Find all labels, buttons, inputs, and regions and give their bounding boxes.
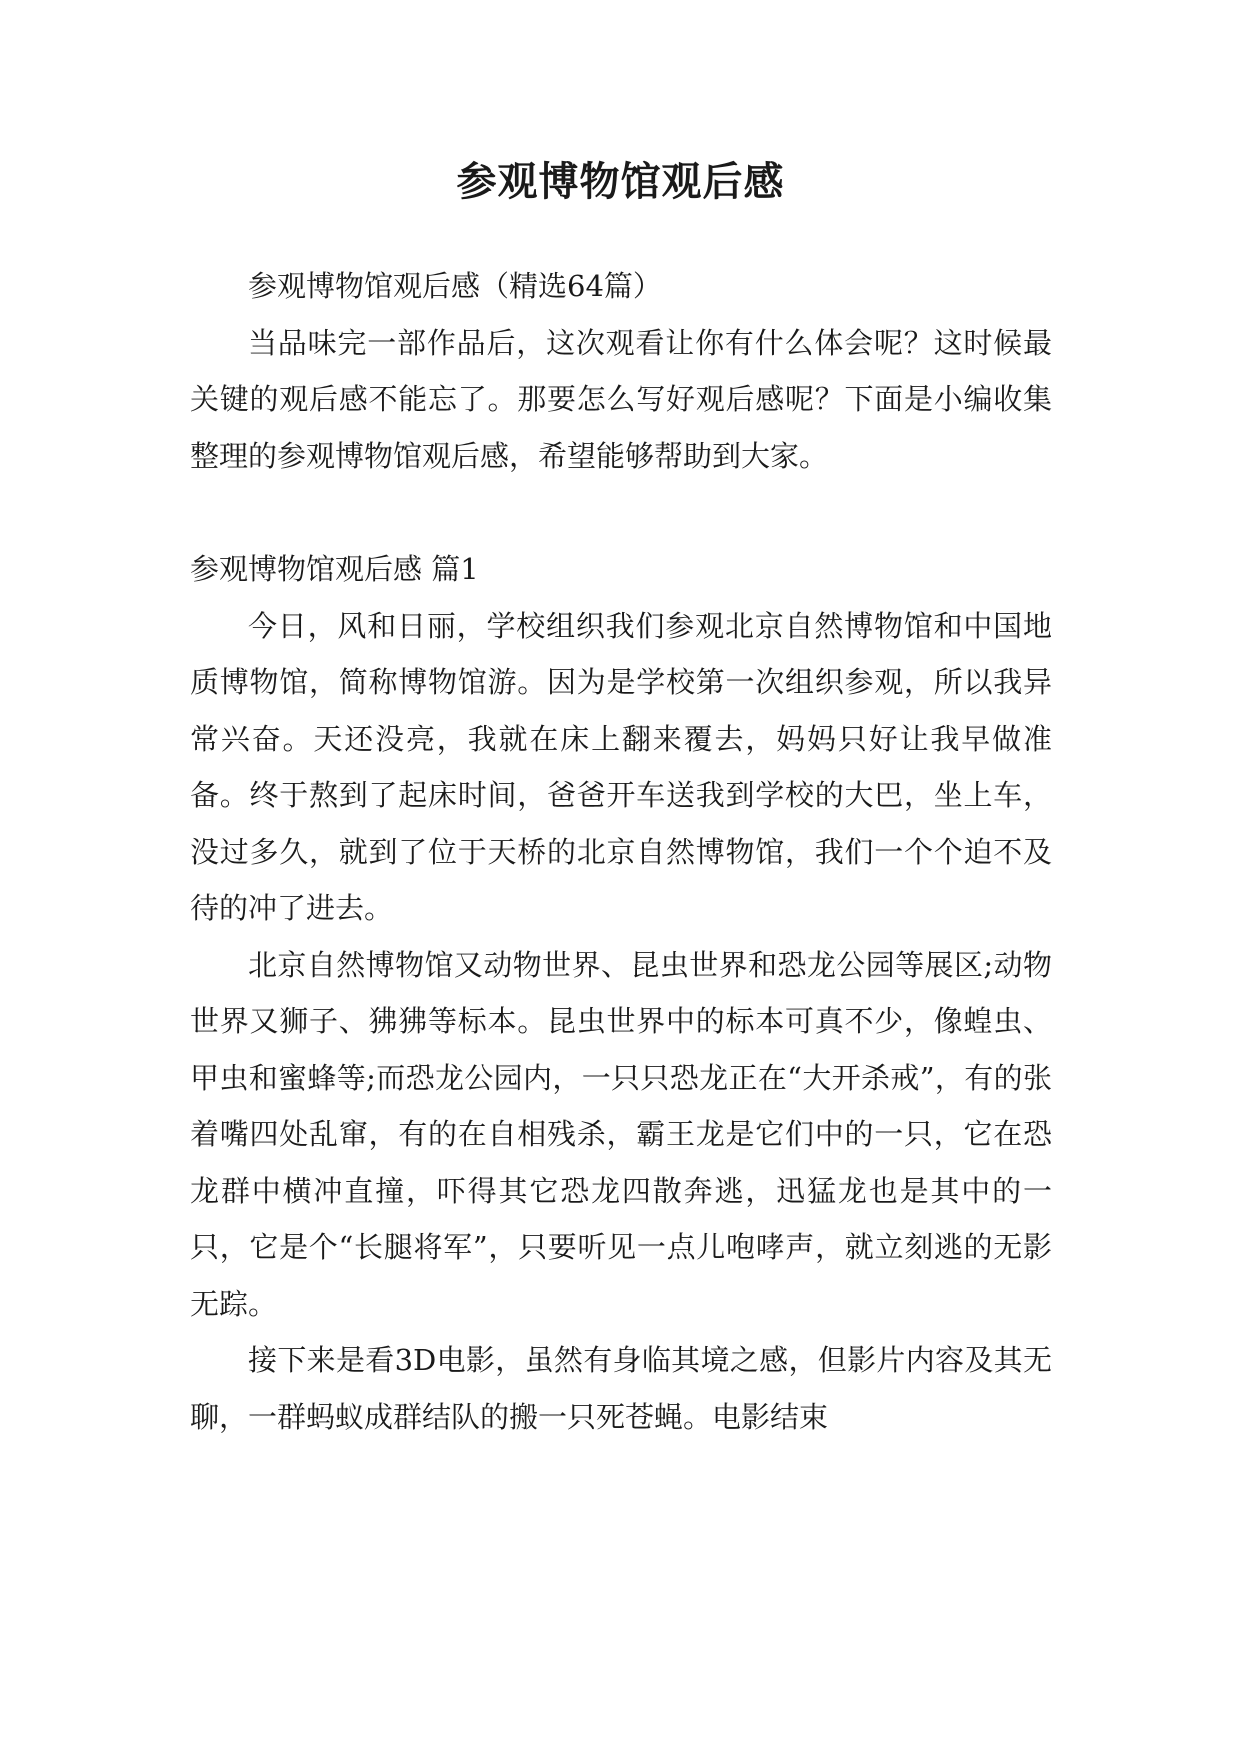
document-body	[190, 258, 1052, 1445]
page-title: 参观博物馆观后感	[456, 159, 785, 205]
body-paragraph: 今日，风和日丽，学校组织我们参观北京自然博物馆和中国地质博物馆，简称博物馆游。因为是学校第一次组织参观，所以我异常兴奋。天还没亮，我就在床上翻来覆去，妈妈只好让我早做准备。终于熬到了起床时间，爸爸开车送我到学校的大巴，坐上车，没过多久，就到了位于天桥的北京自然博物馆，我们一个个迫不及待的冲了进去。	[190, 608, 1052, 925]
paragraph-spacer	[190, 484, 1052, 541]
section-heading: 参观博物馆观后感 篇1	[190, 552, 479, 586]
intro-paragraph: 当品味完一部作品后，这次观看让你有什么体会呢？这时候最关键的观后感不能忘了。那要怎么写好观后感呢？下面是小编收集整理的参观博物馆观后感，希望能够帮助到大家。	[190, 325, 1052, 473]
body-paragraph: 北京自然博物馆又动物世界、昆虫世界和恐龙公园等展区;动物世界又狮子、狒狒等标本。昆虫世界中的标本可真不少，像蝗虫、甲虫和蜜蜂等;而恐龙公园内，一只只恐龙正在“大开杀戒”，有的张着嘴四处乱窜，有的在自相残杀，霸王龙是它们中的一只，它在恐龙群中横冲直撞，吓得其它恐龙四散奔逃，迅猛龙也是其中的一只，它是个“长腿将军”，只要听见一点儿咆哮声，就立刻逃的无影无踪。	[190, 947, 1052, 1321]
body-paragraph: 接下来是看3D电影，虽然有身临其境之感，但影片内容及其无聊，一群蚂蚁成群结队的搬一只死苍蝇。电影结束	[190, 1343, 1052, 1434]
document-subtitle: 参观博物馆观后感（精选64篇）	[248, 269, 662, 303]
